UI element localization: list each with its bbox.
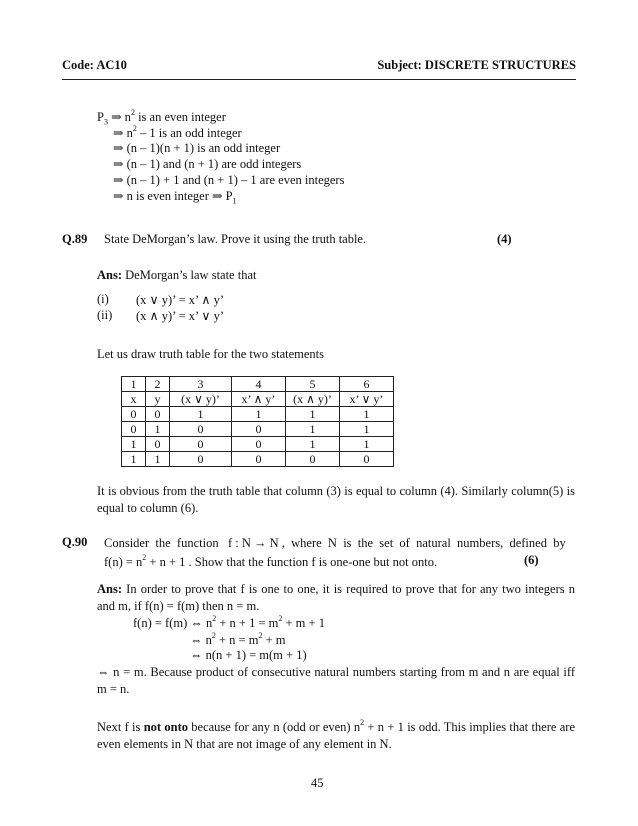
table-cell: 1	[146, 452, 170, 467]
derivation-line-1: f(n) = f(m) ⇔ $n^2 + n + 1 = m^2 + m + 1$	[133, 614, 325, 630]
table-cell: x’ ∨ y’	[340, 392, 394, 407]
table-row	[122, 452, 394, 467]
question-marks-89: (4)	[497, 232, 512, 246]
question-marks-90: (6)	[524, 553, 539, 567]
q89-conclusion: It is obvious from the truth table that column (3) is equal to column (4). Similarly column(5) is equal to column (6).	[97, 484, 575, 515]
table-cell: 1	[232, 407, 286, 422]
table-cell: 0	[170, 422, 232, 437]
table-cell: x’ ∧ y’	[232, 392, 286, 407]
table-cell: 0	[170, 452, 232, 467]
table-cell: 1	[286, 437, 340, 452]
table-cell: (x ∨ y)’	[170, 392, 232, 407]
answer-89	[97, 268, 256, 283]
law-number-2: (ii)	[97, 308, 113, 322]
table-cell: 1	[340, 407, 394, 422]
onto-statement: Next f is not onto because for any n (odd or even) $n^2 + n + 1$ is odd. This implies that there are even elements in N that are not image of any element in N.	[97, 718, 575, 751]
answer-label: Ans:	[97, 268, 123, 282]
question-text-89: State DeMorgan’s law. Prove it using the truth table.	[104, 232, 367, 246]
answer-label: Ans:	[97, 582, 123, 596]
proof-line-6: ⇒ n is even integer ⇒ $P_1$	[113, 189, 237, 206]
table-cell: 0	[170, 437, 232, 452]
proof-line-5: ⇒ (n – 1) + 1 and (n + 1) – 1 are even integers	[113, 173, 345, 187]
answer-text-90: In order to prove that f is one to one, it is required to prove that for any two integers n and m, if f(n) = f(m) then n = m.	[97, 582, 575, 613]
derivation-line-3: ⇔ n(n + 1) = m(m + 1)	[190, 648, 307, 662]
table-cell: 0	[340, 452, 394, 467]
header-rule	[62, 79, 576, 80]
table-cell: 3	[170, 377, 232, 392]
question-text-90-line2: $f(n) = n^2 + n + 1$ . Show that the function f is one-one but not onto.	[104, 553, 438, 569]
question-text-90-line1: Consider the function f : N → N , where N is the set of natural numbers, defined by	[104, 536, 566, 550]
table-cell: 0	[232, 437, 286, 452]
table-cell: 1	[286, 407, 340, 422]
answer-90	[97, 581, 575, 615]
table-cell: 1	[122, 437, 146, 452]
table-cell: 1	[340, 422, 394, 437]
question-number-90: Q.90	[62, 535, 88, 549]
answer-intro: DeMorgan’s law state that	[125, 268, 257, 282]
table-cell: 6	[340, 377, 394, 392]
proof-line-1: $P_3$ ⇒ $n^2$ is an even integer	[97, 108, 226, 127]
table-cell: 1	[122, 377, 146, 392]
law-text-2: (x ∧ y)’ = x’ ∨ y’	[136, 309, 225, 323]
table-cell: 5	[286, 377, 340, 392]
table-cell: 1	[340, 437, 394, 452]
table-cell: 0	[146, 407, 170, 422]
table-row	[122, 422, 394, 437]
table-header-row	[122, 392, 394, 407]
table-cell: 1	[170, 407, 232, 422]
table-cell: 1	[122, 452, 146, 467]
table-cell: y	[146, 392, 170, 407]
derivation-line-2: ⇔ $n^2 + n = m^2 + m$	[190, 631, 286, 647]
table-row	[122, 437, 394, 452]
page-number: 45	[311, 776, 324, 790]
truth-table	[121, 376, 394, 467]
subject-title: Subject: DISCRETE STRUCTURES	[377, 58, 576, 72]
question-number-89: Q.89	[62, 232, 88, 246]
proof-line-3: ⇒ (n – 1)(n + 1) is an odd integer	[113, 141, 281, 155]
table-cell: x	[122, 392, 146, 407]
table-row	[122, 407, 394, 422]
table-cell: 0	[232, 452, 286, 467]
table-cell: 0	[122, 407, 146, 422]
table-cell: 0	[286, 452, 340, 467]
course-code: Code: AC10	[62, 58, 127, 72]
proof-line-4: ⇒ (n – 1) and (n + 1) are odd integers	[113, 157, 302, 171]
table-intro: Let us draw truth table for the two statements	[97, 347, 325, 361]
law-text-1: (x ∨ y)’ = x’ ∧ y’	[136, 293, 225, 307]
table-cell: 0	[122, 422, 146, 437]
table-cell: 4	[232, 377, 286, 392]
table-cell: 1	[286, 422, 340, 437]
iff-statement: ⇔ n = m. Because product of consecutive natural numbers starting from m and n are equal iff m = n.	[97, 665, 575, 696]
table-cell: 0	[146, 437, 170, 452]
law-number-1: (i)	[97, 292, 109, 306]
proof-line-2: ⇒ $n^2 - 1$ is an odd integer	[113, 124, 242, 140]
table-column-numbers	[122, 377, 394, 392]
table-cell: 2	[146, 377, 170, 392]
table-cell: 0	[232, 422, 286, 437]
table-cell: 1	[146, 422, 170, 437]
table-cell: (x ∧ y)’	[286, 392, 340, 407]
